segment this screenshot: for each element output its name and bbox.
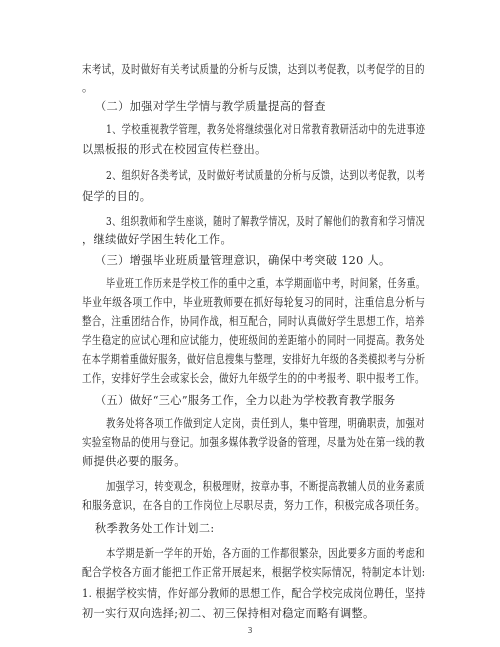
section-heading: （五）做好“三心”服务工作，全力以赴为学校教育教学服务 — [95, 394, 396, 407]
section-heading: （三）增强毕业班质量管理意识，确保中考突破 120 人。 — [95, 254, 391, 267]
text-line: 。 — [82, 81, 94, 94]
text-line: 和服务意识，在各自的工作岗位上尽职尽责，努力工作，积极完成各项任务。 — [82, 499, 426, 512]
text-line: 教务处将各项工作做到定人定岗，责任到人，集中管理，明确职责，加强对 — [106, 417, 425, 430]
text-line: 1、学校重视教学管理，教务处将继续强化对日常教育教研活动中的先进事迹 — [106, 123, 426, 136]
text-line: 在本学期着重做好服务，做好信息搜集与整理，安排好九年级的各类模拟考与分析 — [82, 353, 426, 366]
section-heading: （二）加强对学生学情与教学质量提高的督查 — [95, 100, 326, 113]
text-line: 3、组织教师和学生座谈，随时了解教学情况，及时了解他们的教育和学习情况 — [106, 215, 425, 228]
text-line: 初一实行双向选择;初二、初三保持相对稳定而略有调整。 — [82, 607, 375, 620]
text-line: 1. 根据学校实情，作好部分教师的思想工作，配合学校完成岗位聘任，坚持 — [82, 587, 426, 600]
text-line: 整合，注重团结合作，协同作战，相互配合，同时认真做好学生思想工作，培养 — [82, 315, 425, 328]
text-line: 学生稳定的应试心理和应试能力，使班级间的差距缩小的同时一同提高。教务处 — [82, 334, 425, 347]
text-line: 实验室物品的使用与登记。加强多媒体教学设备的管理，尽量为处在第一线的教 — [82, 436, 425, 449]
text-line: 本学期是新一学年的开始，各方面的工作都很繁杂，因此要多方面的考虑和 — [106, 547, 425, 560]
text-line: 工作，安排好学生会或家长会，做好九年级学生的的中考报考、职中报考工作。 — [82, 372, 425, 385]
section-heading: 秋季教务处工作计划二: — [95, 522, 215, 535]
text-line: 毕业班工作历来是学校工作的重中之重，本学期面临中考，时间紧，任务重。 — [106, 277, 426, 290]
text-line: ，继续做好学困生转化工作。 — [82, 233, 232, 246]
text-line: 师提供必要的服务。 — [82, 455, 186, 468]
text-line: 以黑板报的形式在校园宣传栏登出。 — [82, 143, 267, 156]
text-line: 毕业年级各项工作中，毕业班教师要在抓好每轮复习的同时，注重信息分析与 — [82, 296, 426, 309]
text-line: 促学的目的。 — [82, 190, 152, 203]
page-number: 3 — [247, 626, 253, 635]
text-line: 配合学校各方面才能把工作正常开展起来，根据学校实际情况，特制定本计划: — [82, 566, 426, 579]
text-line: 2、组织好各类考试，及时做好考试质量的分析与反馈，达到以考促教，以考 — [106, 169, 426, 182]
text-line: 末考试，及时做好有关考试质量的分析与反馈，达到以考促教，以考促学的目的 — [82, 63, 425, 76]
text-line: 加强学习，转变观念，积极理财，按章办事，不断提高教辅人员的业务素质 — [106, 480, 425, 493]
